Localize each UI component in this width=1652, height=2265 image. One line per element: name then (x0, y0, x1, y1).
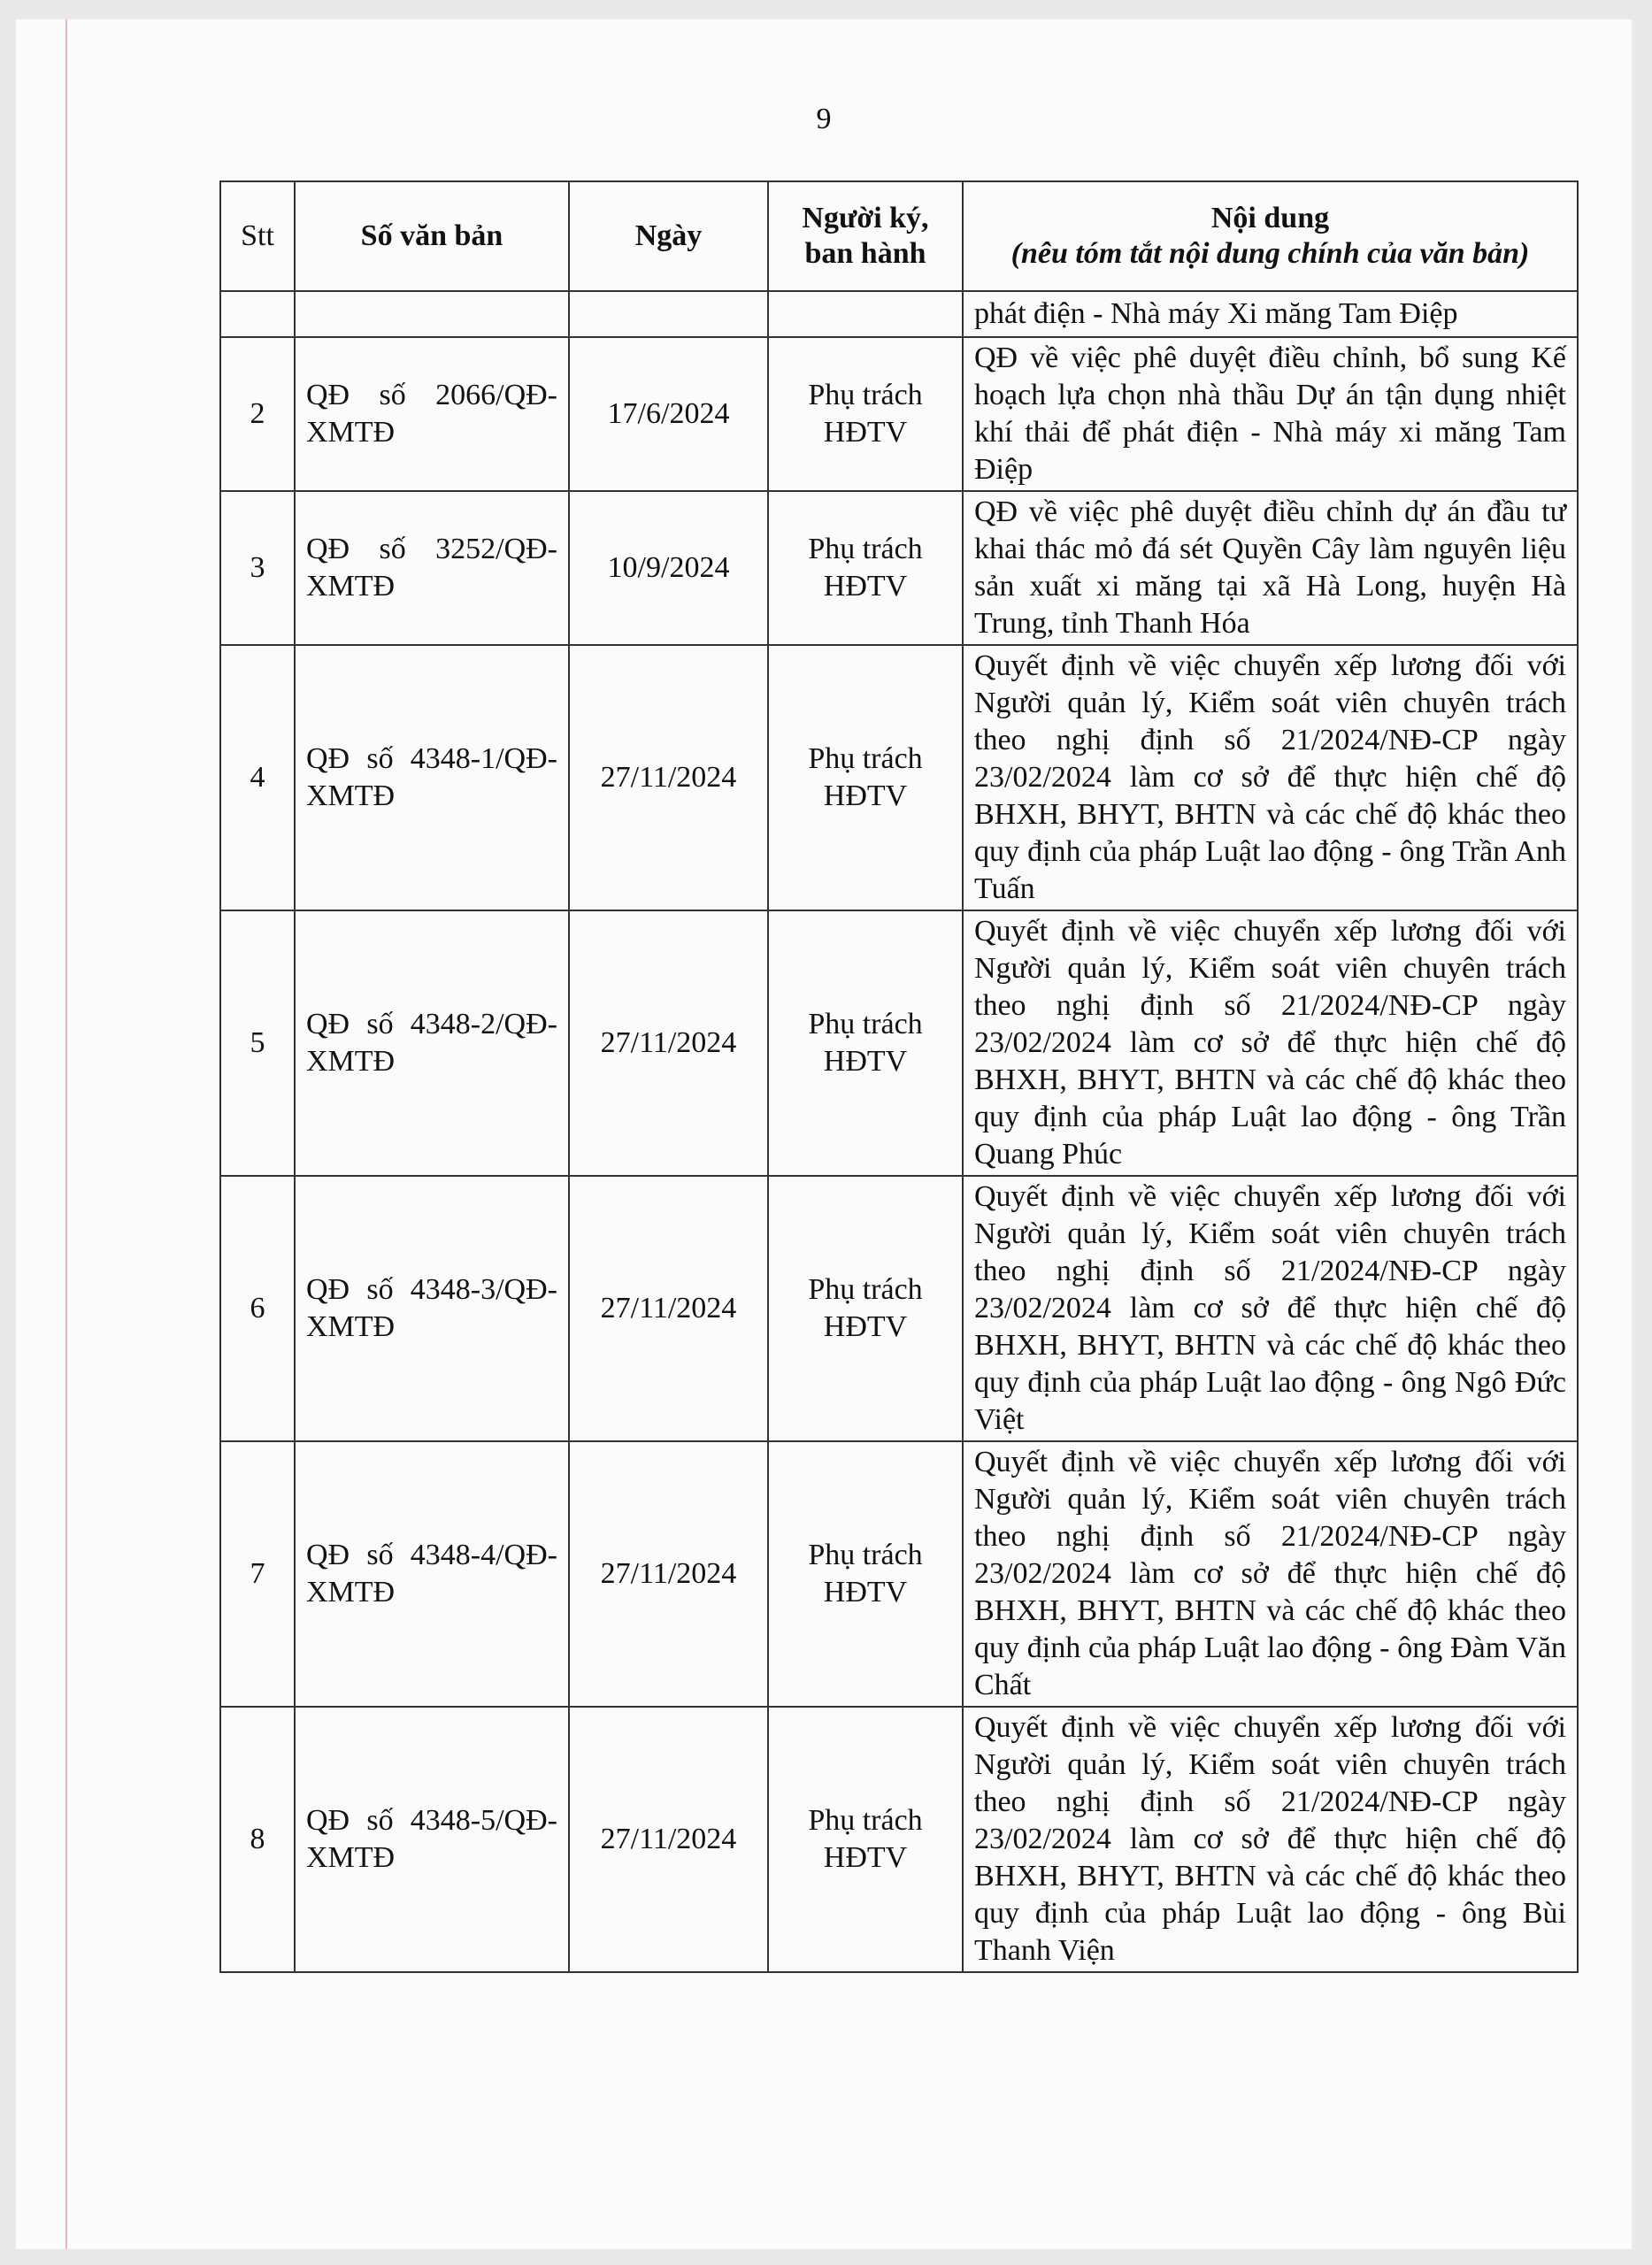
cell-nguoi-ky (768, 491, 963, 645)
cell-noi-dung: Quyết định về việc chuyển xếp lương đối với Người quản lý, Kiểm soát viên chuyên trách theo nghị định số 21/2024/NĐ-CP ngày 23/02/2024 làm cơ sở để thực hiện chế độ BHXH, BHYT, BHTN và các chế độ khác theo quy định của pháp Luật lao động - ông Đàm Văn Chất (963, 1441, 1578, 1707)
cell-so-van-ban: QĐ số 4348-1/QĐ-XMTĐ (295, 645, 569, 910)
header-ngay: Ngày (569, 181, 768, 291)
table-row (220, 1707, 1578, 1972)
header-noi-dung (963, 181, 1578, 291)
cell-nguoi-ky (768, 1441, 963, 1707)
cell-ngay: 10/9/2024 (569, 491, 768, 645)
cell-nguoi-ky (768, 337, 963, 491)
cell-so-van-ban: QĐ số 3252/QĐ-XMTĐ (295, 491, 569, 645)
cell-noi-dung: QĐ về việc phê duyệt điều chỉnh dự án đầu tư khai thác mỏ đá sét Quyền Cây làm nguyên liệu sản xuất xi măng tại xã Hà Long, huyện Hà Trung, tỉnh Thanh Hóa (963, 491, 1578, 645)
documents-table (219, 180, 1579, 1973)
document-page (16, 19, 1632, 2249)
page-number: 9 (816, 103, 832, 135)
cell-nguoi-ky-line1: Phụ trách (808, 533, 923, 565)
cell-noi-dung: Quyết định về việc chuyển xếp lương đối với Người quản lý, Kiểm soát viên chuyên trách theo nghị định số 21/2024/NĐ-CP ngày 23/02/2024 làm cơ sở để thực hiện chế độ BHXH, BHYT, BHTN và các chế độ khác theo quy định của pháp Luật lao động - ông Bùi Thanh Viện (963, 1707, 1578, 1972)
header-so-van-ban: Số văn bản (295, 181, 569, 291)
cell-nguoi-ky-line2: HĐTV (823, 1045, 908, 1078)
cell-nguoi-ky (768, 291, 963, 337)
cell-so-van-ban: QĐ số 4348-4/QĐ-XMTĐ (295, 1441, 569, 1707)
header-nguoi-ky-line1: Người ký, (802, 202, 929, 234)
cell-so-van-ban: QĐ số 4348-5/QĐ-XMTĐ (295, 1707, 569, 1972)
header-nguoi-ky (768, 181, 963, 291)
cell-ngay: 27/11/2024 (569, 645, 768, 910)
table-row-continuation (220, 291, 1578, 337)
cell-nguoi-ky (768, 1707, 963, 1972)
cell-stt: 5 (220, 910, 295, 1176)
cell-noi-dung: Quyết định về việc chuyển xếp lương đối với Người quản lý, Kiểm soát viên chuyên trách theo nghị định số 21/2024/NĐ-CP ngày 23/02/2024 làm cơ sở để thực hiện chế độ BHXH, BHYT, BHTN và các chế độ khác theo quy định của pháp Luật lao động - ông Trần Quang Phúc (963, 910, 1578, 1176)
cell-so-van-ban: QĐ số 4348-2/QĐ-XMTĐ (295, 910, 569, 1176)
cell-nguoi-ky-line2: HĐTV (823, 1576, 908, 1609)
cell-ngay: 27/11/2024 (569, 1176, 768, 1441)
cell-stt: 7 (220, 1441, 295, 1707)
cell-nguoi-ky-line1: Phụ trách (808, 1804, 923, 1837)
cell-nguoi-ky-line2: HĐTV (823, 779, 908, 812)
cell-nguoi-ky-line1: Phụ trách (808, 1273, 923, 1306)
cell-ngay: 17/6/2024 (569, 337, 768, 491)
cell-nguoi-ky (768, 1176, 963, 1441)
cell-nguoi-ky-line2: HĐTV (823, 1841, 908, 1874)
cell-nguoi-ky-line2: HĐTV (823, 416, 908, 449)
cell-stt: 6 (220, 1176, 295, 1441)
table-row (220, 1176, 1578, 1441)
margin-line (65, 19, 67, 2249)
cell-nguoi-ky-line1: Phụ trách (808, 379, 923, 411)
table-row (220, 645, 1578, 910)
table-row (220, 491, 1578, 645)
cell-stt (220, 291, 295, 337)
header-noi-dung-title: Nội dung (1210, 202, 1330, 234)
cell-stt: 3 (220, 491, 295, 645)
cell-noi-dung: phát điện - Nhà máy Xi măng Tam Điệp (963, 291, 1578, 337)
header-stt: Stt (220, 181, 295, 291)
cell-ngay: 27/11/2024 (569, 1707, 768, 1972)
table-header-row (220, 181, 1578, 291)
table-row (220, 1441, 1578, 1707)
table-row (220, 910, 1578, 1176)
table-row (220, 337, 1578, 491)
cell-noi-dung: Quyết định về việc chuyển xếp lương đối với Người quản lý, Kiểm soát viên chuyên trách theo nghị định số 21/2024/NĐ-CP ngày 23/02/2024 làm cơ sở để thực hiện chế độ BHXH, BHYT, BHTN và các chế độ khác theo quy định của pháp Luật lao động - ông Ngô Đức Việt (963, 1176, 1578, 1441)
cell-so-van-ban (295, 291, 569, 337)
cell-so-van-ban: QĐ số 2066/QĐ-XMTĐ (295, 337, 569, 491)
header-nguoi-ky-line2: ban hành (804, 237, 926, 270)
cell-nguoi-ky-line1: Phụ trách (808, 1008, 923, 1040)
cell-stt: 2 (220, 337, 295, 491)
cell-noi-dung: QĐ về việc phê duyệt điều chỉnh, bổ sung Kế hoạch lựa chọn nhà thầu Dự án tận dụng nhiệt khí thải để phát điện - Nhà máy xi măng Tam Điệp (963, 337, 1578, 491)
cell-noi-dung: Quyết định về việc chuyển xếp lương đối với Người quản lý, Kiểm soát viên chuyên trách theo nghị định số 21/2024/NĐ-CP ngày 23/02/2024 làm cơ sở để thực hiện chế độ BHXH, BHYT, BHTN và các chế độ khác theo quy định của pháp Luật lao động - ông Trần Anh Tuấn (963, 645, 1578, 910)
cell-nguoi-ky (768, 910, 963, 1176)
cell-ngay: 27/11/2024 (569, 1441, 768, 1707)
cell-stt: 8 (220, 1707, 295, 1972)
cell-nguoi-ky-line1: Phụ trách (808, 742, 923, 775)
cell-nguoi-ky-line1: Phụ trách (808, 1539, 923, 1571)
cell-ngay (569, 291, 768, 337)
cell-ngay: 27/11/2024 (569, 910, 768, 1176)
cell-so-van-ban: QĐ số 4348-3/QĐ-XMTĐ (295, 1176, 569, 1441)
cell-nguoi-ky-line2: HĐTV (823, 570, 908, 603)
cell-nguoi-ky (768, 645, 963, 910)
cell-nguoi-ky-line2: HĐTV (823, 1310, 908, 1343)
cell-stt: 4 (220, 645, 295, 910)
header-noi-dung-note: (nêu tóm tắt nội dung chính của văn bản) (1010, 237, 1530, 270)
